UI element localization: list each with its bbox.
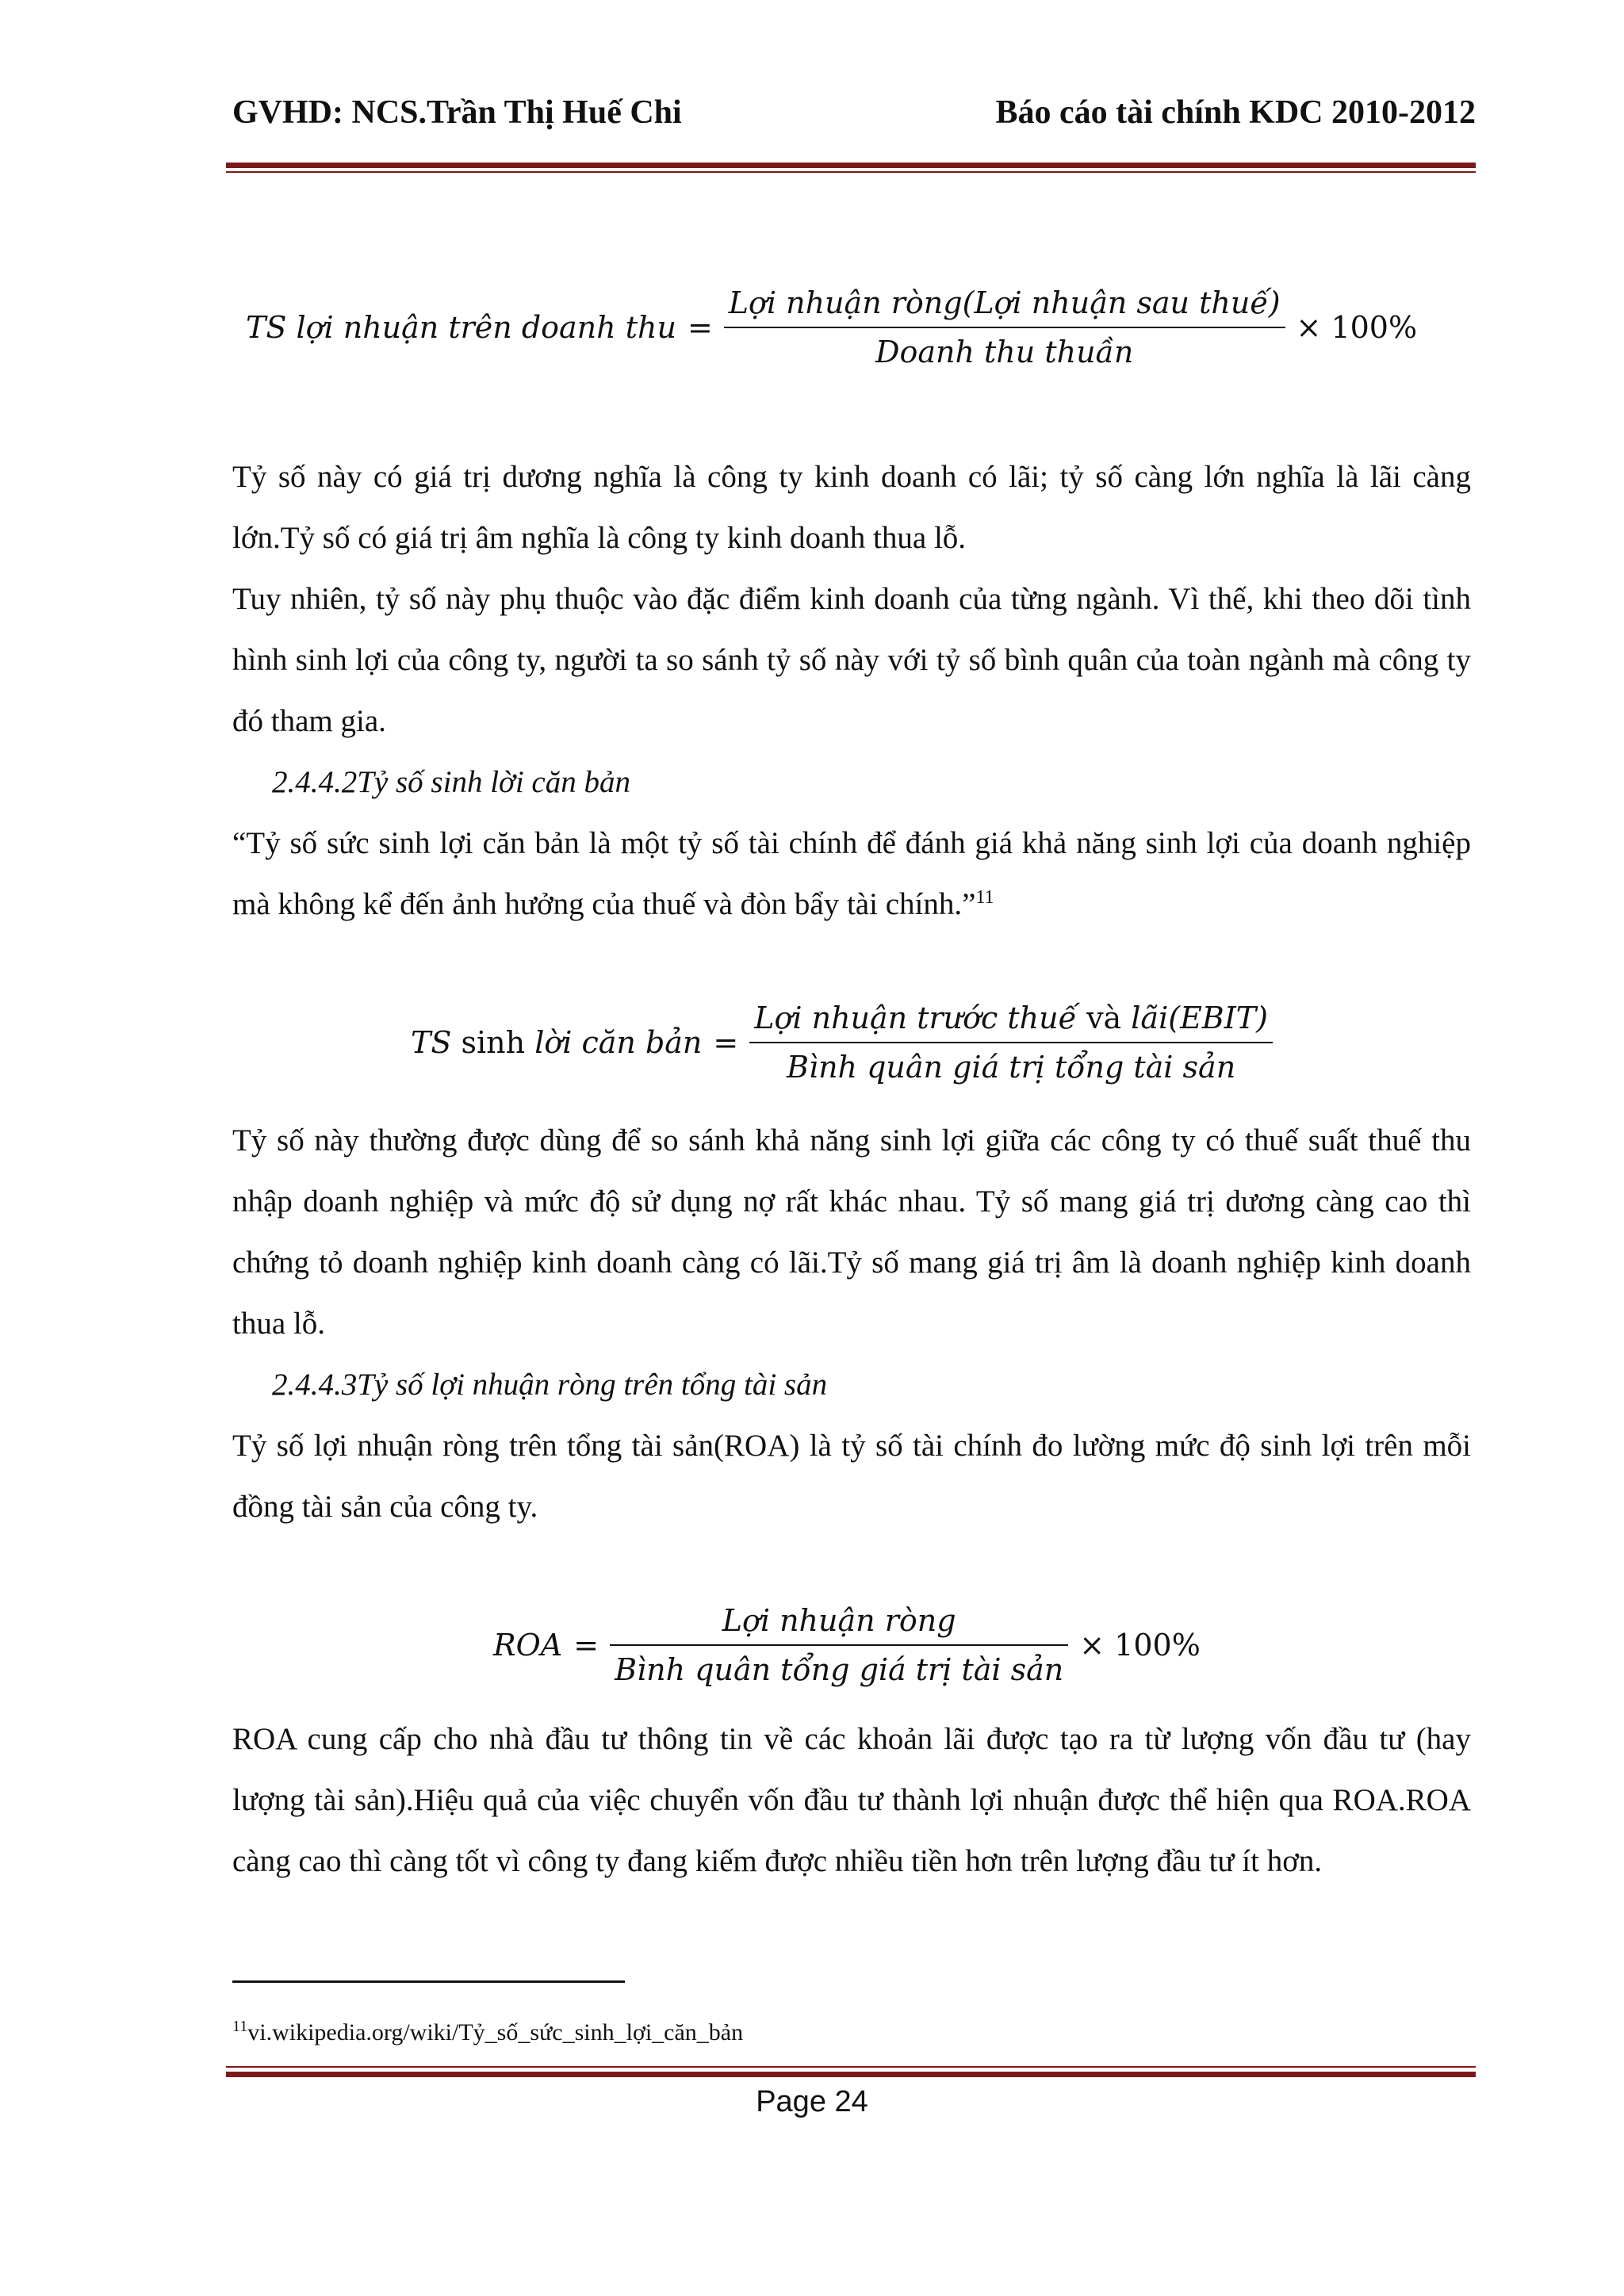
formula-profit-margin (246, 285, 1417, 369)
paragraph: Tỷ số này có giá trị dương nghĩa là công ty kinh doanh có lãi; tỷ số càng lớn nghĩa là lãi càng lớn.Tỷ số có giá trị âm nghĩa là công ty kinh doanh thua lỗ. (232, 460, 1471, 555)
equals-sign: = (573, 1628, 599, 1663)
equals-sign: = (687, 310, 713, 345)
fraction (610, 1603, 1068, 1687)
paragraph (232, 813, 1471, 935)
footnote-reference: 11 (975, 887, 994, 908)
paragraph: Tuy nhiên, tỷ số này phụ thuộc vào đặc điểm kinh doanh của từng ngành. Vì thế, khi theo dõi tình hình sinh lợi của công ty, người ta so sánh tỷ số này với tỷ số bình quân của toàn ngành mà công ty đó tham gia. (232, 582, 1471, 738)
numerator-part: và (1086, 1001, 1122, 1035)
body-block-1 (232, 446, 1471, 935)
formula-roa (493, 1603, 1201, 1687)
page-number: Page 24 (756, 2085, 868, 2118)
fraction-denominator: Bình quân giá trị tổng tài sản (786, 1050, 1236, 1085)
formula-lhs: ROA (493, 1628, 563, 1663)
footnote-link[interactable]: vi.wikipedia.org/wiki/Tỷ_số_sức_sinh_lợi_căn_bản (247, 2019, 744, 2045)
footnote (232, 2018, 743, 2046)
formula-lhs-part: TS (411, 1025, 452, 1060)
paragraph-text: “Tỷ số sức sinh lợi căn bản là một tỷ số tài chính để đánh giá khả năng sinh lợi của doanh nghiệp mà không kể đến ảnh hưởng của thuế và đòn bẩy tài chính.” (232, 826, 1471, 921)
paragraph: ROA cung cấp cho nhà đầu tư thông tin về các khoản lãi được tạo ra từ lượng vốn đầu tư (hay lượng tài sản).Hiệu quả của việc chuyển vốn đầu tư thành lợi nhuận được thể hiện qua ROA.ROA càng cao thì càng tốt vì công ty đang kiếm được nhiều tiền hơn trên lượng đầu tư ít hơn. (232, 1722, 1471, 1878)
section-heading: 2.4.4.2Tỷ số sinh lời căn bản (272, 765, 630, 799)
paragraph: Tỷ số lợi nhuận ròng trên tổng tài sản(ROA) là tỷ số tài chính đo lường mức độ sinh lợi trên mỗi đồng tài sản của công ty. (232, 1429, 1471, 1524)
equals-sign: = (713, 1025, 739, 1060)
fraction-denominator: Doanh thu thuần (875, 335, 1134, 369)
formula-lhs (411, 1025, 702, 1060)
footer-rule-thick (226, 2072, 1476, 2077)
fraction-numerator: Lợi nhuận ròng(Lợi nhuận sau thuế) (728, 285, 1281, 320)
formula-multiplier: × 100% (1079, 1628, 1201, 1663)
numerator-part: Lợi nhuận trước thuế (754, 1001, 1077, 1035)
formula-lhs: TS lợi nhuận trên doanh thu (246, 310, 676, 345)
section-heading: 2.4.4.3Tỷ số lợi nhuận ròng trên tổng tài sản (272, 1368, 828, 1402)
formula-basic-earning-power (411, 1001, 1273, 1085)
fraction (724, 285, 1285, 369)
footer-rule-thin (226, 2066, 1476, 2068)
fraction-denominator: Bình quân tổng giá trị tài sản (615, 1652, 1064, 1687)
page-header (232, 94, 1476, 141)
formula-multiplier: × 100% (1296, 310, 1418, 345)
footnote-number: 11 (232, 2018, 248, 2035)
header-report-title: Báo cáo tài chính KDC 2010-2012 (995, 94, 1476, 131)
paragraph: Tỷ số này thường được dùng để so sánh khả năng sinh lợi giữa các công ty có thuế suất thuế thu nhập doanh nghiệp và mức độ sử dụng nợ rất khác nhau. Tỷ số mang giá trị dương càng cao thì chứng tỏ doanh nghiệp kinh doanh càng có lãi.Tỷ số mang giá trị âm là doanh nghiệp kinh doanh thua lỗ. (232, 1123, 1471, 1341)
numerator-part: lãi(EBIT) (1131, 1001, 1268, 1035)
formula-lhs-part: lời căn bản (534, 1025, 703, 1060)
header-rule-thin (226, 171, 1476, 173)
header-rule-thick (226, 163, 1476, 168)
body-block-3 (232, 1709, 1471, 1892)
fraction (749, 1001, 1273, 1085)
header-advisor: GVHD: NCS.Trần Thị Huế Chi (232, 94, 682, 131)
footnote-separator (232, 1980, 625, 1983)
fraction-numerator (749, 1001, 1273, 1042)
formula-lhs-part: sinh (461, 1025, 526, 1060)
fraction-numerator: Lợi nhuận ròng (722, 1603, 956, 1638)
body-block-2 (232, 1110, 1471, 1537)
